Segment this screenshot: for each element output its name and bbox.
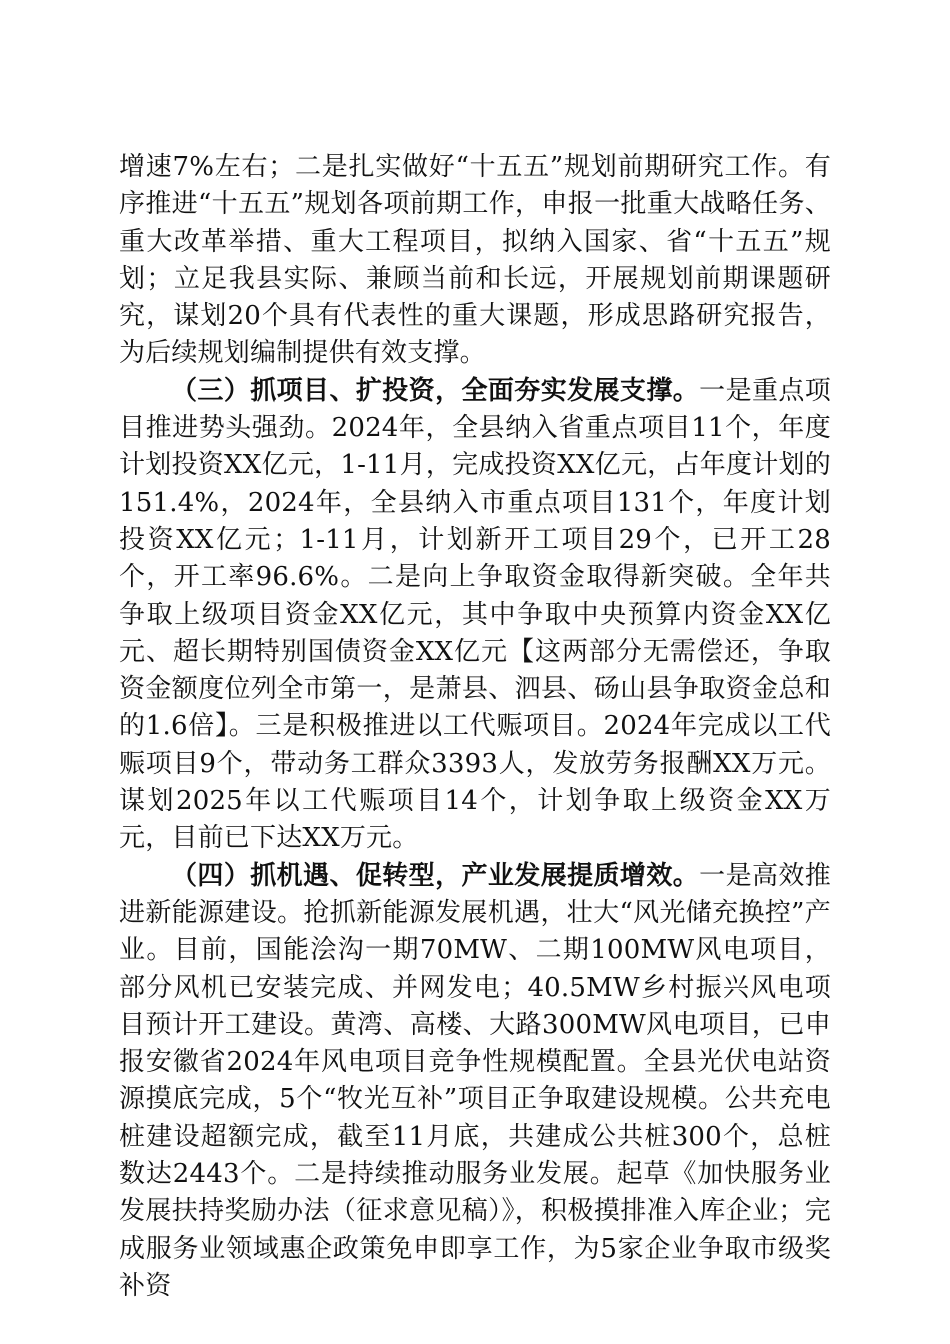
paragraph-text: 一是高效推进新能源建设。抢抓新能源发展机遇，壮大“风光储充换控”产业。目前，国能浍沟一期70MW、二期100MW风电项目，部分风机已安装完成、并网发电；40.5MW乡村振兴风电项目预计开工建设。黄湾、高楼、大路300MW风电项目，已申报安徽省2024年风电项目竞争性规模配置。全县光伏电站资源摸底完成，5个“牧光互补”项目正争取建设规模。公共充电桩建设超额完成，截至11月底，共建成公共桩300个，总桩数达2443个。二是持续推动服务业发展。起草《加快服务业发展扶持奖励办法（征求意见稿）》，积极摸排准入库企业；完成服务业领域惠企政策免申即享工作，为5家企业争取市级奖补资 (119, 860, 831, 1301)
document-body (119, 149, 831, 1305)
section-heading-three: （三）抓项目、扩投资，全面夯实发展支撑。 (171, 375, 700, 406)
paragraph-text: 增速7%左右；二是扎实做好“十五五”规划前期研究工作。有序推进“十五五”规划各项前期工作，申报一批重大战略任务、重大改革举措、重大工程项目，拟纳入国家、省“十五五”规划；立足我县实际、兼顾当前和长远，开展规划前期课题研究，谋划20个具有代表性的重大课题，形成思路研究报告，为后续规划编制提供有效支撑。 (119, 152, 831, 369)
paragraph-continuation (119, 149, 831, 373)
section-heading-four: （四）抓机遇、促转型，产业发展提质增效。 (171, 860, 700, 891)
paragraph-section-four (119, 858, 831, 1306)
paragraph-section-three (119, 373, 831, 858)
paragraph-text: 一是重点项目推进势头强劲。2024年，全县纳入省重点项目11个，年度计划投资XX亿元，1-11月，完成投资XX亿元，占年度计划的151.4%，2024年，全县纳入市重点项目131个，年度计划投资XX亿元；1-11月，计划新开工项目29个，已开工28个，开工率96.6%。二是向上争取资金取得新突破。全年共争取上级项目资金XX亿元，其中争取中央预算内资金XX亿元、超长期特别国债资金XX亿元【这两部分无需偿还，争取资金额度位列全市第一，是萧县、泗县、砀山县争取资金总和的1.6倍】。三是积极推进以工代赈项目。2024年完成以工代赈项目9个，带动务工群众3393人，发放劳务报酬XX万元。谋划2025年以工代赈项目14个，计划争取上级资金XX万元，目前已下达XX万元。 (119, 375, 831, 854)
